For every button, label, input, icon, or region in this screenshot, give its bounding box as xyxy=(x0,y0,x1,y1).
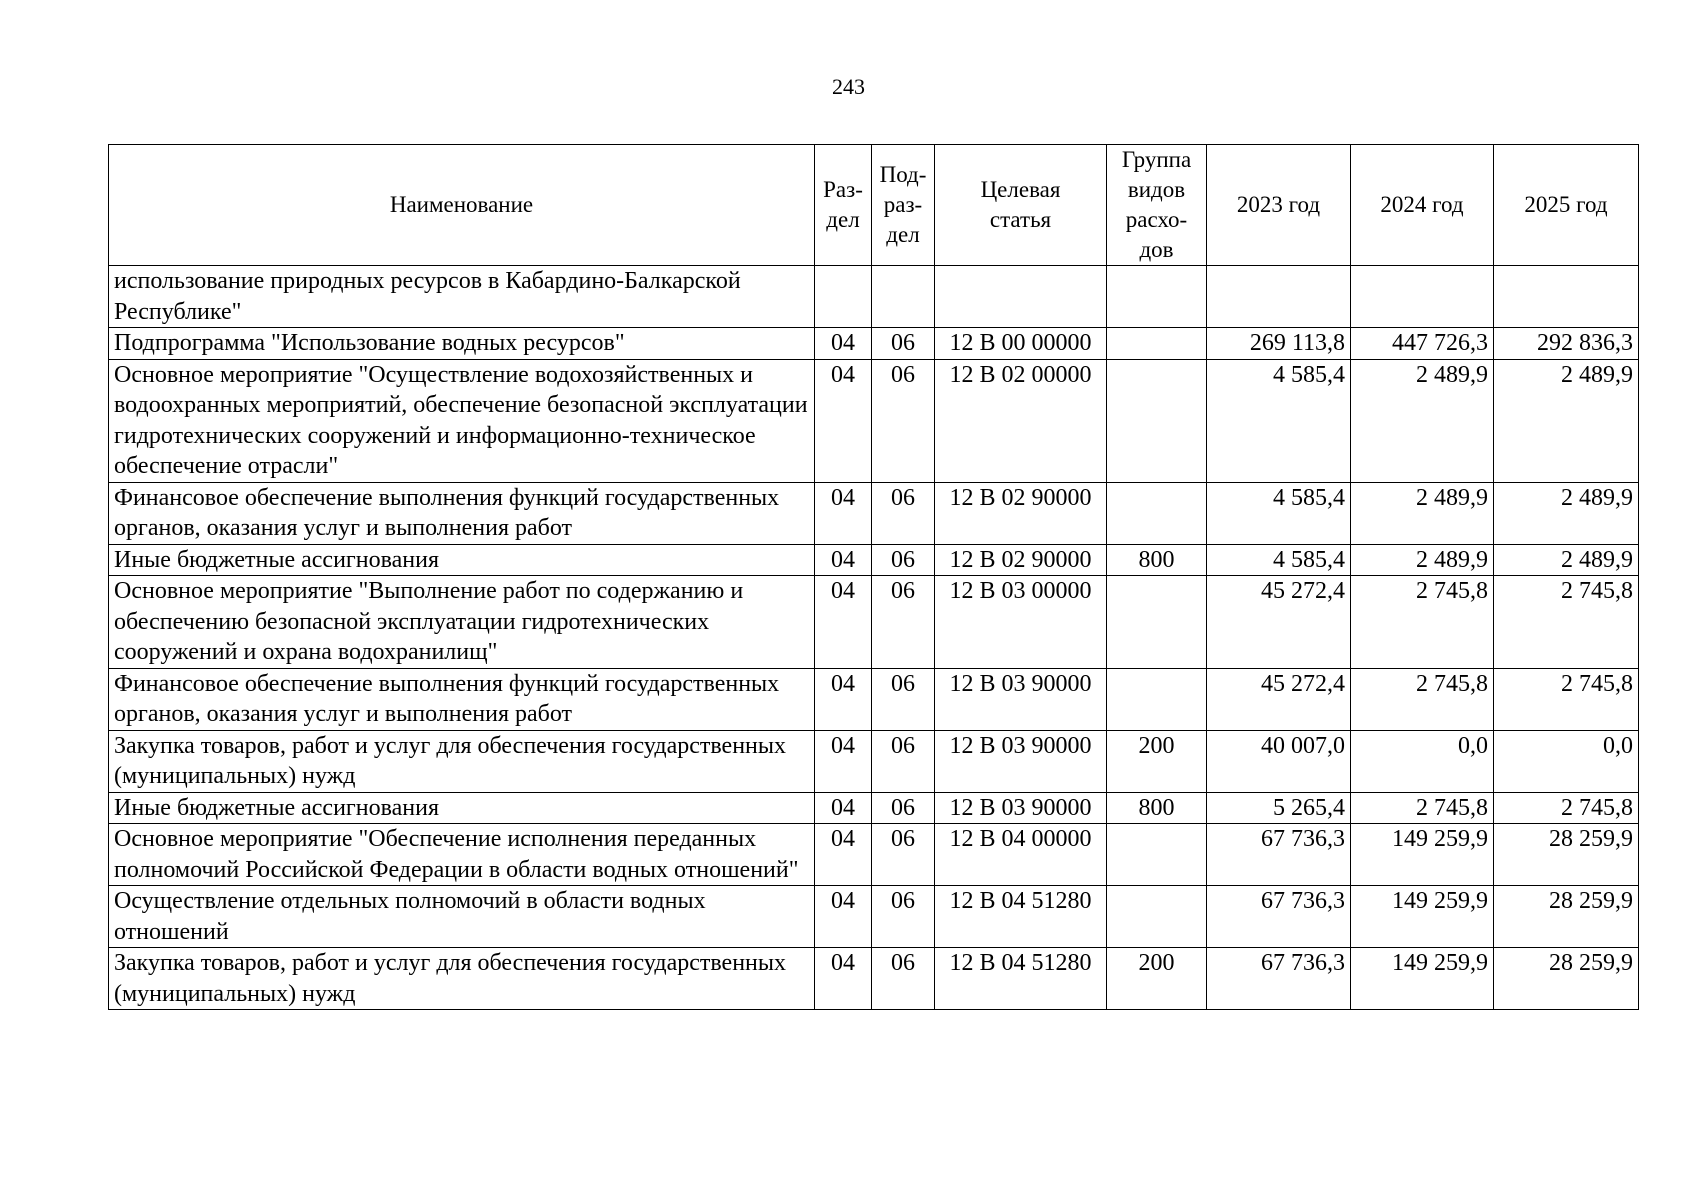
cell-tselevaya: 12 В 03 90000 xyxy=(935,730,1107,792)
cell-name: Основное мероприятие "Обеспечение исполнения переданных полномочий Российской Федерации в области водных отношений" xyxy=(109,824,815,886)
cell-2025: 28 259,9 xyxy=(1494,824,1639,886)
cell-tselevaya: 12 В 02 90000 xyxy=(935,482,1107,544)
cell-podrazdel: 06 xyxy=(872,886,935,948)
cell-2025: 2 745,8 xyxy=(1494,792,1639,824)
cell-podrazdel: 06 xyxy=(872,792,935,824)
cell-2023: 45 272,4 xyxy=(1207,668,1351,730)
cell-name: Финансовое обеспечение выполнения функций государственных органов, оказания услуг и выполнения работ xyxy=(109,482,815,544)
cell-name: Иные бюджетные ассигнования xyxy=(109,544,815,576)
cell-gruppa xyxy=(1107,886,1207,948)
cell-2025: 2 745,8 xyxy=(1494,668,1639,730)
cell-tselevaya: 12 В 02 90000 xyxy=(935,544,1107,576)
cell-gruppa xyxy=(1107,824,1207,886)
budget-table xyxy=(108,144,1639,1010)
cell-2024: 2 745,8 xyxy=(1351,576,1494,669)
cell-2024: 2 489,9 xyxy=(1351,544,1494,576)
cell-podrazdel: 06 xyxy=(872,544,935,576)
cell-name: Закупка товаров, работ и услуг для обеспечения государственных (муниципальных) нужд xyxy=(109,730,815,792)
cell-gruppa: 200 xyxy=(1107,948,1207,1010)
cell-tselevaya: 12 В 04 00000 xyxy=(935,824,1107,886)
header-name xyxy=(109,145,815,266)
cell-razdel: 04 xyxy=(815,482,872,544)
cell-gruppa xyxy=(1107,266,1207,328)
cell-name: Основное мероприятие "Выполнение работ по содержанию и обеспечению безопасной эксплуатации гидротехнических сооружений и охрана водохранилищ" xyxy=(109,576,815,669)
cell-2023: 40 007,0 xyxy=(1207,730,1351,792)
cell-2024: 149 259,9 xyxy=(1351,824,1494,886)
page-number: 243 xyxy=(832,74,865,99)
header-2025 xyxy=(1494,145,1639,266)
cell-podrazdel: 06 xyxy=(872,576,935,669)
cell-2024: 2 489,9 xyxy=(1351,359,1494,482)
cell-name: Основное мероприятие "Осуществление водохозяйственных и водоохранных мероприятий, обеспечение безопасной эксплуатации гидротехнических сооружений и информационно-техническое обеспечение отрасли" xyxy=(109,359,815,482)
cell-name: Подпрограмма "Использование водных ресурсов" xyxy=(109,328,815,360)
header-2024 xyxy=(1351,145,1494,266)
cell-2024: 2 745,8 xyxy=(1351,792,1494,824)
table-row xyxy=(109,948,1639,1010)
cell-name: использование природных ресурсов в Кабардино-Балкарской Республике" xyxy=(109,266,815,328)
table-row xyxy=(109,266,1639,328)
table-body xyxy=(109,266,1639,1010)
cell-2023: 5 265,4 xyxy=(1207,792,1351,824)
table-row xyxy=(109,792,1639,824)
cell-2023 xyxy=(1207,266,1351,328)
cell-2024: 2 489,9 xyxy=(1351,482,1494,544)
header-2023 xyxy=(1207,145,1351,266)
cell-tselevaya xyxy=(935,266,1107,328)
table-row xyxy=(109,730,1639,792)
cell-2025 xyxy=(1494,266,1639,328)
cell-2023: 67 736,3 xyxy=(1207,824,1351,886)
cell-gruppa: 800 xyxy=(1107,792,1207,824)
cell-podrazdel: 06 xyxy=(872,482,935,544)
cell-2023: 269 113,8 xyxy=(1207,328,1351,360)
table-row xyxy=(109,576,1639,669)
header-gruppa xyxy=(1107,145,1207,266)
table-row xyxy=(109,359,1639,482)
cell-gruppa xyxy=(1107,668,1207,730)
cell-2025: 28 259,9 xyxy=(1494,948,1639,1010)
cell-podrazdel: 06 xyxy=(872,824,935,886)
cell-razdel: 04 xyxy=(815,730,872,792)
cell-tselevaya: 12 В 03 90000 xyxy=(935,668,1107,730)
cell-gruppa xyxy=(1107,482,1207,544)
header-razdel xyxy=(815,145,872,266)
table-row xyxy=(109,824,1639,886)
header-2024-text: 2024 год xyxy=(1380,192,1464,217)
cell-2023: 4 585,4 xyxy=(1207,359,1351,482)
cell-tselevaya: 12 В 02 00000 xyxy=(935,359,1107,482)
cell-name: Иные бюджетные ассигнования xyxy=(109,792,815,824)
table-row xyxy=(109,482,1639,544)
cell-razdel: 04 xyxy=(815,824,872,886)
table-row xyxy=(109,886,1639,948)
cell-razdel xyxy=(815,266,872,328)
cell-2023: 45 272,4 xyxy=(1207,576,1351,669)
cell-razdel: 04 xyxy=(815,576,872,669)
table-row xyxy=(109,668,1639,730)
cell-razdel: 04 xyxy=(815,886,872,948)
cell-tselevaya: 12 В 00 00000 xyxy=(935,328,1107,360)
cell-gruppa xyxy=(1107,576,1207,669)
cell-gruppa: 200 xyxy=(1107,730,1207,792)
cell-tselevaya: 12 В 03 00000 xyxy=(935,576,1107,669)
header-podrazdel-text: Под- раз- дел xyxy=(879,162,927,247)
table-row xyxy=(109,328,1639,360)
cell-name: Финансовое обеспечение выполнения функций государственных органов, оказания услуг и выполнения работ xyxy=(109,668,815,730)
cell-razdel: 04 xyxy=(815,328,872,360)
cell-2023: 67 736,3 xyxy=(1207,948,1351,1010)
cell-2024 xyxy=(1351,266,1494,328)
cell-gruppa xyxy=(1107,328,1207,360)
header-2025-text: 2025 год xyxy=(1524,192,1608,217)
cell-tselevaya: 12 В 04 51280 xyxy=(935,948,1107,1010)
cell-2025: 2 745,8 xyxy=(1494,576,1639,669)
header-razdel-text: Раз- дел xyxy=(823,177,863,232)
header-tselevaya-text: Целевая статья xyxy=(980,177,1061,232)
cell-gruppa: 800 xyxy=(1107,544,1207,576)
header-name-text: Наименование xyxy=(389,192,534,217)
cell-razdel: 04 xyxy=(815,792,872,824)
header-row xyxy=(109,145,1639,266)
cell-razdel: 04 xyxy=(815,668,872,730)
cell-2024: 2 745,8 xyxy=(1351,668,1494,730)
cell-2025: 2 489,9 xyxy=(1494,544,1639,576)
header-tselevaya xyxy=(935,145,1107,266)
cell-podrazdel: 06 xyxy=(872,668,935,730)
cell-2023: 4 585,4 xyxy=(1207,544,1351,576)
cell-podrazdel: 06 xyxy=(872,359,935,482)
cell-name: Осуществление отдельных полномочий в области водных отношений xyxy=(109,886,815,948)
cell-tselevaya: 12 В 03 90000 xyxy=(935,792,1107,824)
cell-2023: 4 585,4 xyxy=(1207,482,1351,544)
cell-podrazdel xyxy=(872,266,935,328)
header-podrazdel xyxy=(872,145,935,266)
cell-razdel: 04 xyxy=(815,359,872,482)
cell-2025: 2 489,9 xyxy=(1494,359,1639,482)
cell-gruppa xyxy=(1107,359,1207,482)
cell-2025: 0,0 xyxy=(1494,730,1639,792)
cell-2025: 28 259,9 xyxy=(1494,886,1639,948)
header-2023-text: 2023 год xyxy=(1236,192,1321,217)
cell-tselevaya: 12 В 04 51280 xyxy=(935,886,1107,948)
cell-name: Закупка товаров, работ и услуг для обеспечения государственных (муниципальных) нужд xyxy=(109,948,815,1010)
cell-razdel: 04 xyxy=(815,544,872,576)
table-header xyxy=(109,145,1639,266)
cell-podrazdel: 06 xyxy=(872,730,935,792)
table-row xyxy=(109,544,1639,576)
cell-podrazdel: 06 xyxy=(872,948,935,1010)
cell-2024: 447 726,3 xyxy=(1351,328,1494,360)
cell-podrazdel: 06 xyxy=(872,328,935,360)
cell-2024: 149 259,9 xyxy=(1351,886,1494,948)
cell-2025: 2 489,9 xyxy=(1494,482,1639,544)
cell-2024: 149 259,9 xyxy=(1351,948,1494,1010)
cell-razdel: 04 xyxy=(815,948,872,1010)
header-gruppa-text: Группа видов расхо- дов xyxy=(1121,147,1192,262)
cell-2023: 67 736,3 xyxy=(1207,886,1351,948)
cell-2024: 0,0 xyxy=(1351,730,1494,792)
cell-2025: 292 836,3 xyxy=(1494,328,1639,360)
